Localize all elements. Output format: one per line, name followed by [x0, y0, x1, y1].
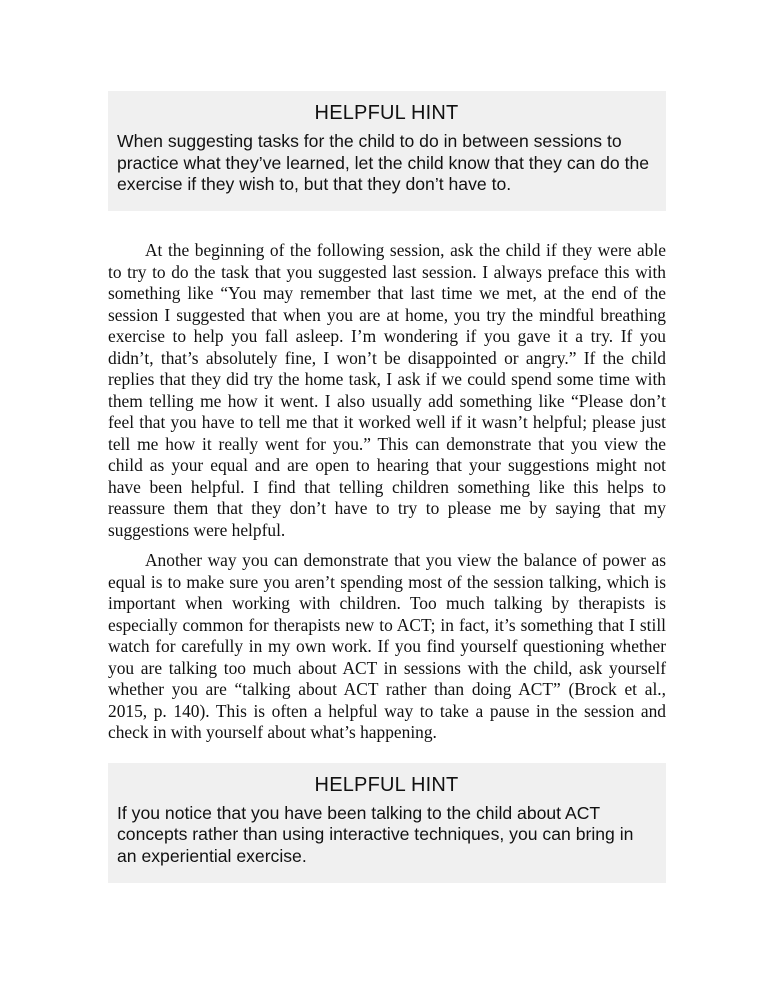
hint-text: If you notice that you have been talking to the child about ACT concepts rather than using interactive techniques, you can bring in an experiential exercise. [117, 802, 634, 866]
hint-title: HELPFUL HINT [314, 102, 459, 124]
hint-text: When suggesting tasks for the child to do in between sessions to practice what they’ve learned, let the child know that they can do the exercise if they wish to, but that they don’t have to. [117, 131, 650, 194]
hint-title: HELPFUL HINT [314, 773, 459, 796]
book-page [108, 91, 666, 883]
helpful-hint-box [108, 91, 666, 211]
helpful-hint-box [108, 763, 666, 883]
body-paragraph: Another way you can demonstrate that you view the balance of power as equal is to make sure you aren’t spending most of the session talking, which is important when working with children. Too much talking by therapists is especially common for therapists new to ACT; in fact, it’s something that I still watch for carefully in my own work. If you find yourself questioning whether you are talking too much about ACT in sessions with the child, ask yourself whether you are “talking about ACT rather than doing ACT” (Brock et al., 2015, p. 140). This is often a helpful way to take a pause in the session and check in with yourself about what’s happening. [108, 550, 666, 742]
body-paragraph: At the beginning of the following session, ask the child if they were able to try to do the task that you suggested last session. I always preface this with something like “You may remember that last time we met, at the end of the session I suggested that when you are at home, you try the mindful breathing exercise to help you fall asleep. I’m wondering if you gave it a try. If you didn’t, that’s absolutely fine, I won’t be disappointed or angry.” If the child replies that they did try the home task, I ask if we could spend some time with them telling me how it went. I also usually add something like “Please don’t feel that you have to tell me that it worked well if it wasn’t helpful; please just tell me how it really went for you.” This can demonstrate that you view the child as your equal and are open to hearing that your suggestions might not have been helpful. I find that telling children something like this helps to reassure them that they don’t have to try to please me by saying that my suggestions were helpful. [108, 240, 666, 540]
